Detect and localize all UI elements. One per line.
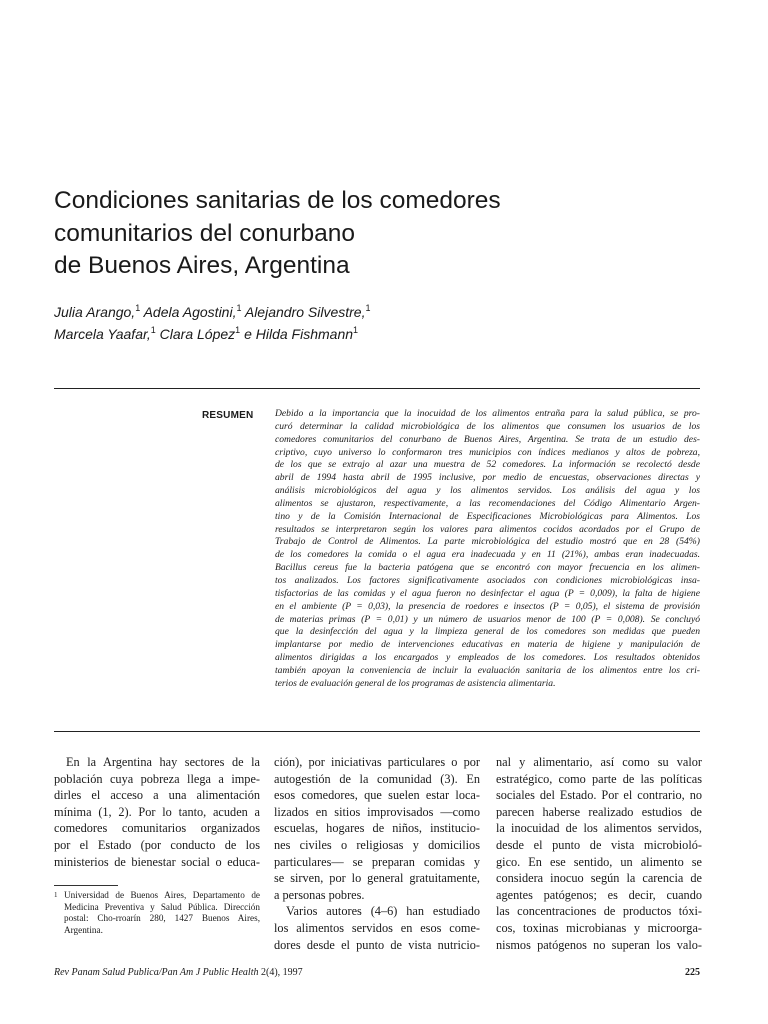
article-title (54, 185, 654, 283)
body-line: se sirven, por lo general gratuitamente, (274, 871, 480, 886)
abstract-line: Debido a la importancia que la inocuidad de los alimentos entraña para la salud pública, se pro- (275, 408, 700, 419)
body-line: a personas pobres. (274, 887, 365, 902)
journal-name: Rev Panam Salud Publica/Pan Am J Public Health (54, 967, 261, 978)
title-line: de Buenos Aires, Argentina (54, 252, 350, 279)
footnote-line: Medicina Preventiva y Salud Pública. Dirección (64, 901, 260, 912)
body-line: los alimentos servidos en esos come- (274, 920, 480, 935)
body-line: población cuya pobreza llega a impe- (54, 771, 260, 786)
abstract-line: también apoyan la conveniencia de incluir la evaluación sanitaria de los alimentos entre los cri- (275, 664, 700, 676)
journal-issue: 2(4), 1997 (261, 967, 303, 978)
abstract-text (275, 408, 700, 691)
body-line: nal y alimentario, así como su valor (496, 755, 702, 769)
body-line: la inocuidad de los alimentos servidos, (496, 821, 702, 836)
abstract-line: Trabajo de Control de Alimentos. La parte microbiológica del estudio mostró que en 28 (54%) (275, 536, 700, 548)
author-affiliation: 1 (236, 303, 242, 313)
abstract-line: que la desinfección del agua y la limpieza general de los comedores son medidas que pueden (275, 626, 700, 638)
footnote-line: Argentina. (64, 924, 103, 935)
title-line: Condiciones sanitarias de los comedores (54, 187, 501, 214)
author-line (54, 301, 694, 323)
abstract-line: tos analizados. Los factores significativamente asociados con condiciones microbiológicas insa- (275, 574, 700, 586)
abstract-line: alimentos se ajustaron, respectivamente, a las recomendaciones del Código Alimentario Argen- (275, 497, 700, 509)
abstract-top-divider (54, 388, 700, 389)
body-line: considera inocuo según la carencia de (496, 871, 702, 886)
page-number: 225 (685, 967, 700, 978)
title-line: comunitarios del conurbano (54, 219, 355, 247)
author-name: Alejandro Silvestre, (241, 304, 366, 320)
body-line: por el Estado (por conducto de los (54, 837, 260, 852)
abstract-line: Bacillus cereus fue la bacteria patógena que se encontró con mayor frecuencia en los alimen- (275, 562, 700, 574)
footnote-line: Universidad de Buenos Aires, Departamento de (64, 890, 260, 900)
abstract-line: abril de 1994 hasta abril de 1995 inclusive, por medio de encuestas, observaciones directas y (275, 472, 700, 484)
body-line: mínima (1, 2). Por lo tanto, acuden a (54, 804, 260, 819)
body-line: ministerios de bienestar social o educa- (54, 854, 260, 869)
abstract-line: en el ambiente (P = 0,03), la presencia de roedores e insectos (P = 0,05), el sistema de provisión (275, 600, 700, 612)
body-line: cos, toxinas microbianas y microorga- (496, 920, 702, 935)
author-line (54, 323, 694, 345)
author-affiliation: 1 (150, 325, 156, 335)
body-line: esos comedores, que suelen estar loca- (274, 788, 480, 803)
body-column-2 (274, 754, 480, 953)
author-list (54, 301, 694, 345)
body-line: sociales del Estado. Por el contrario, no (496, 788, 702, 803)
body-line: nismos patógenos no superan los valo- (496, 937, 702, 952)
body-line: parecen haberse realizado estudios de (496, 804, 702, 819)
author-affiliation: 1 (353, 325, 359, 335)
abstract-line: terios de evaluación general de los programas de asistencia alimentaria. (275, 677, 556, 689)
body-line: lizados en sitios improvisados —como (274, 804, 480, 819)
abstract-line: alimentos dirigidas a los encargados y empleados de los comedores. Los resultados obtenidos (275, 652, 700, 664)
abstract-line: tisfactorias de las comidas y el agua fueron no desinfectar el agua (P = 0,009), la falta de higiene (275, 587, 700, 599)
body-line: comedores comunitarios organizados (54, 821, 260, 836)
body-line: Varios autores (4–6) han estudiado (286, 904, 480, 919)
footnote-divider (54, 885, 118, 886)
body-line: desde el punto de vista microbioló- (496, 837, 702, 852)
body-line: particulares— se preparan comidas y (274, 854, 480, 869)
abstract-line: de los que se extrajo al azar una muestra de 52 comedores. La información se recolectó desde (275, 459, 700, 471)
abstract-line: de materias primas (P = 0,01) y un número de usuarios menor de 100 (P = 0,008). Se concluyó (275, 613, 700, 625)
body-line: agentes patógenos; es decir, cuando (496, 887, 702, 902)
body-line: estratégico, como parte de las políticas (496, 771, 702, 786)
author-affiliation: 1 (365, 303, 371, 313)
author-affiliation: 1 (235, 325, 241, 335)
body-column-3 (496, 754, 702, 953)
abstract-line: análisis microbiológicos del agua y los alimentos servidos. Los análisis del agua y los (275, 485, 700, 497)
author-name: Clara López (155, 326, 236, 342)
abstract-line: curó determinar la calidad microbiológica de los alimentos que consumen los usuarios de los (275, 420, 700, 432)
abstract-line: resultados se interpretaron según los valores para alimentos cocidos acordados por el Grupo de (275, 523, 700, 535)
body-line: dirles el acceso a una alimentación (54, 788, 260, 803)
author-name: Adela Agostini, (140, 304, 237, 320)
body-column-1 (54, 754, 260, 870)
affiliation-footnote (54, 890, 260, 936)
author-affiliation: 1 (135, 303, 141, 313)
abstract-line: tino y de la Comisión Internacional de Especificaciones Microbiológicas para Alimentos. Los (275, 510, 700, 522)
abstract-bottom-divider (54, 731, 700, 732)
body-line: las concentraciones de productos tóxi- (496, 904, 702, 919)
body-line: escuelas, hogares de niños, institucio- (274, 821, 480, 836)
author-name: e Hilda Fishmann (240, 326, 354, 342)
abstract-line: de los comedores la comida o el agua era inadecuada y en 11 (21%), ambas eran inadecuadas. (275, 549, 700, 561)
body-line: gico. En ese sentido, un alimento se (496, 854, 702, 869)
abstract-line: comedores comunitarios del conurbano de Buenos Aires, Argentina. Se trata de un estudio des- (275, 433, 700, 445)
author-name: Julia Arango, (54, 304, 136, 320)
body-line: nes civiles o religiosas y domicilios (274, 837, 480, 852)
journal-citation (54, 967, 303, 978)
author-name: Marcela Yaafar, (54, 326, 151, 342)
abstract-line: implantarse por medio de intervenciones educativas en materia de higiene y manipulación de (275, 639, 700, 651)
body-line: En la Argentina hay sectores de la (66, 755, 260, 769)
body-line: dores desde el punto de vista nutricio- (274, 937, 480, 952)
abstract-heading: RESUMEN (202, 410, 254, 421)
footnote-number: 1 (54, 891, 58, 899)
footnote-line: postal: Cho-rroarín 280, 1427 Buenos Aires, (64, 913, 260, 923)
body-line: ción), por iniciativas particulares o por (274, 755, 480, 769)
body-line: autogestión de la comunidad (3). En (274, 771, 480, 786)
abstract-line: criptivo, cuyo universo lo conformaron tres municipios con índices medianos y altos de pobreza, (275, 446, 700, 458)
